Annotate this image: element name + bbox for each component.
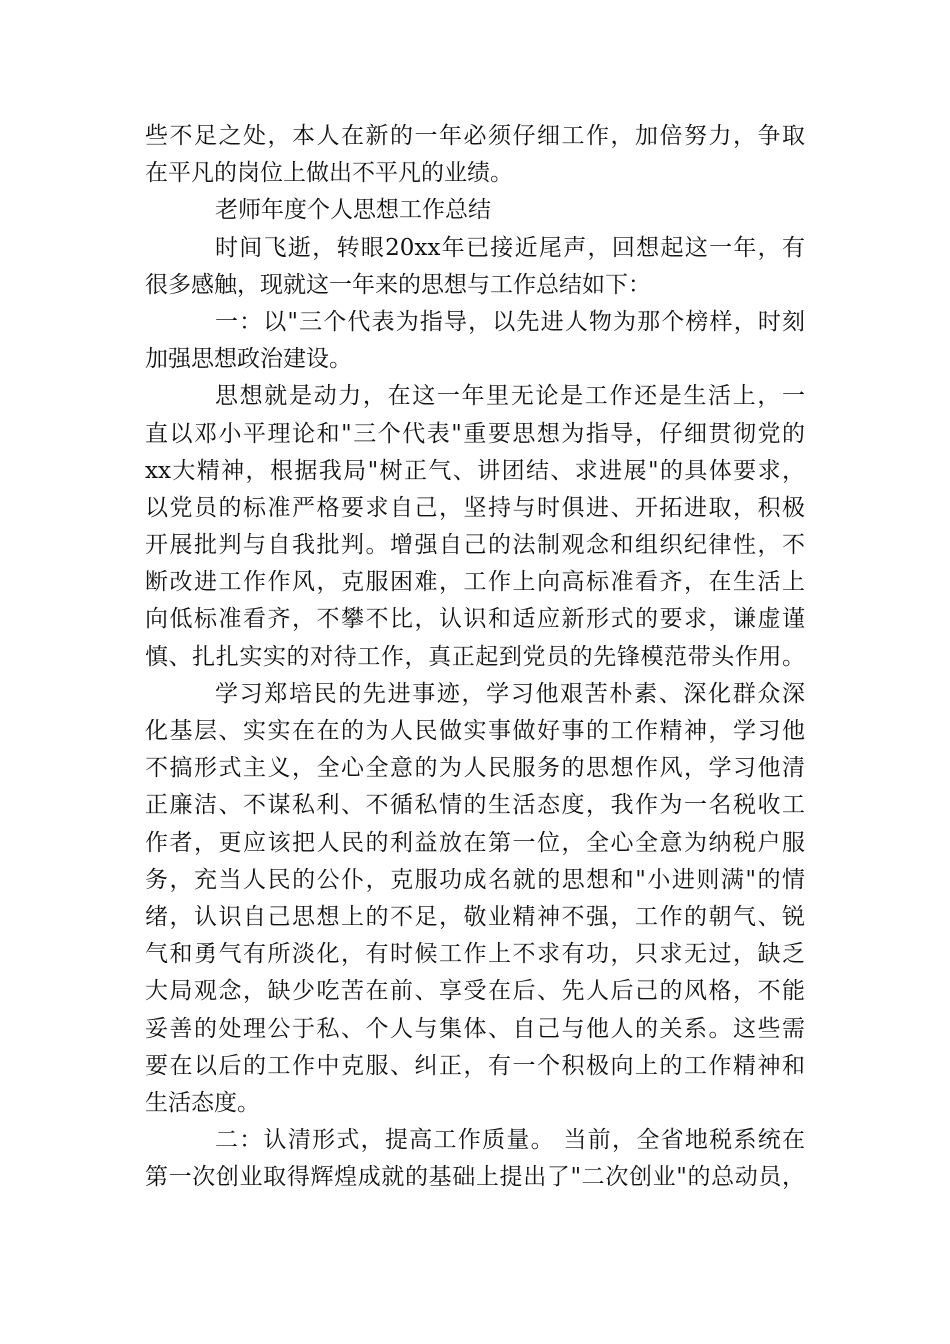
text-line: 务，充当人民的公仆，克服功成名就的思想和"小进则满"的情 (145, 866, 805, 893)
text-line: 大局观念，缺少吃苦在前、享受在后、先人后己的风格，不能 (145, 978, 805, 1005)
text-line: 很多感触，现就这一年来的思想与工作总结如下： (145, 271, 651, 298)
text-line: 时间飞逝，转眼20xx年已接近尾声，回想起这一年，有 (215, 234, 805, 261)
text-line: 第一次创业取得辉煌成就的基础上提出了"二次创业"的总动员， (145, 1164, 805, 1191)
text-line: 要在以后的工作中克服、纠正，有一个积极向上的工作精神和 (145, 1052, 805, 1079)
text-line: 断改进工作作风，克服困难，工作上向高标准看齐，在生活上 (145, 569, 805, 596)
text-line: 学习郑培民的先进事迹，学习他艰苦朴素、深化群众深 (215, 680, 805, 707)
text-line: 正廉洁、不谋私利、不循私情的生活态度，我作为一名税收工 (145, 792, 805, 819)
text-line: 直以邓小平理论和"三个代表"重要思想为指导，仔细贯彻党的 (145, 420, 805, 447)
text-line: 生活态度。 (145, 1089, 260, 1116)
text-line: 在平凡的岗位上做出不平凡的业绩。 (145, 160, 513, 187)
text-line: 绪，认识自己思想上的不足，敬业精神不强，工作的朝气、锐 (145, 903, 805, 930)
text-line: 以党员的标准严格要求自己，坚持与时俱进、开拓进取，积极 (145, 494, 805, 521)
text-line: 一：以"三个代表为指导，以先进人物为那个榜样，时刻 (215, 308, 805, 335)
text-line: 开展批判与自我批判。增强自己的法制观念和组织纪律性，不 (145, 532, 805, 559)
text-line: 化基层、实实在在的为人民做实事做好事的工作精神，学习他 (145, 718, 805, 744)
text-line: 思想就是动力，在这一年里无论是工作还是生活上，一 (215, 383, 805, 410)
text-line: 加强思想政治建设。 (145, 346, 352, 373)
text-line: 慎、扎扎实实的对待工作，真正起到党员的先锋模范带头作用。 (145, 643, 805, 670)
document-body (145, 118, 805, 1196)
text-line: 老师年度个人思想工作总结 (215, 197, 491, 224)
text-line: xx大精神，根据我局"树正气、讲团结、求进展"的具体要求， (145, 457, 805, 484)
text-line: 些不足之处，本人在新的一年必须仔细工作，加倍努力，争取 (145, 123, 805, 149)
text-line: 不搞形式主义，全心全意的为人民服务的思想作风，学习他清 (145, 755, 805, 782)
text-line: 气和勇气有所淡化，有时候工作上不求有功，只求无过，缺乏 (145, 941, 805, 968)
text-line: 向低标准看齐，不攀不比，认识和适应新形式的要求，谦虚谨 (145, 606, 805, 633)
text-line: 妥善的处理公于私、个人与集体、自己与他人的关系。这些需 (145, 1015, 805, 1042)
text-line: 二：认清形式，提高工作质量。 当前，全省地税系统在 (215, 1127, 805, 1154)
text-line: 作者，更应该把人民的利益放在第一位，全心全意为纳税户服 (145, 829, 805, 856)
